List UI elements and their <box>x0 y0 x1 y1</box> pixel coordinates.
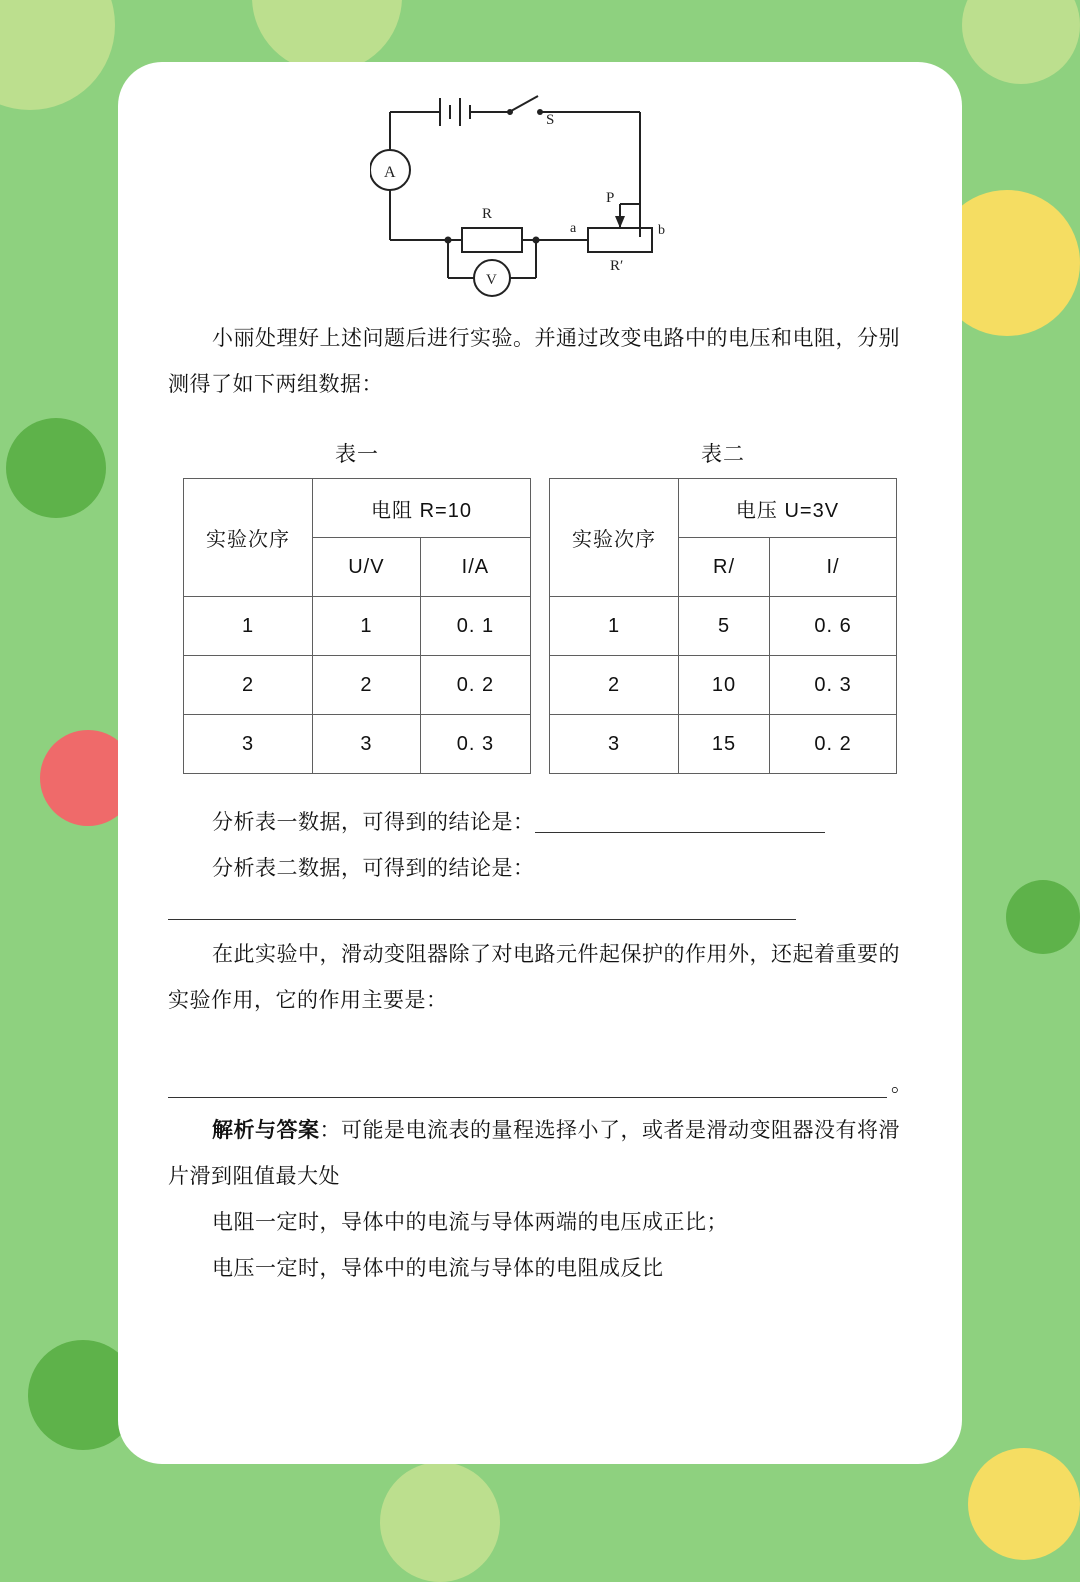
table-two-r-2: 10 <box>679 656 770 715</box>
answer-blank-3[interactable] <box>168 1096 887 1098</box>
table-one-title: 表一 <box>335 443 379 466</box>
table-row <box>184 597 531 656</box>
svg-text:V: V <box>486 272 497 288</box>
table-two-seq-2: 2 <box>550 656 679 715</box>
answer-label: 解析与答案 <box>212 1119 320 1142</box>
intro-line-1: 小丽处理好上述问题后进行实验。并通过改变电路中的电压和电阻，分别 <box>212 327 900 350</box>
data-tables <box>168 438 912 774</box>
svg-text:S: S <box>546 112 555 128</box>
table-row <box>184 715 531 774</box>
svg-text:a: a <box>570 221 577 236</box>
table-two-header-seq: 实验次序 <box>550 479 679 597</box>
svg-text:P: P <box>606 190 615 206</box>
answer-line-3: 电阻一定时，导体中的电流与导体两端的电压成正比； <box>212 1211 728 1234</box>
table-row <box>550 597 897 656</box>
deco-circle-bottom-mid <box>380 1462 500 1582</box>
table-two-block <box>540 438 906 774</box>
table-row <box>550 656 897 715</box>
table-one-col-i: I/A <box>420 538 530 597</box>
answer-line-4: 电压一定时，导体中的电流与导体的电阻成反比 <box>212 1257 664 1280</box>
deco-circle-right-green <box>1006 880 1080 954</box>
deco-circle-left-green <box>6 418 106 518</box>
table-one-i-3: 0. 3 <box>420 715 530 774</box>
circuit-diagram <box>168 92 912 302</box>
svg-text:A: A <box>384 164 396 181</box>
table-row <box>184 479 531 538</box>
intro-paragraph <box>168 316 912 408</box>
question-2 <box>168 846 912 892</box>
answer-blank-1[interactable] <box>535 808 825 833</box>
deco-circle-top-left <box>0 0 115 110</box>
svg-text:R: R <box>482 206 493 222</box>
answer-text-1: 可能是电流表的量程选择小了，或者是滑动变阻器没有将滑 <box>341 1119 900 1142</box>
table-two-title: 表二 <box>701 443 745 466</box>
table-two-header-condition: 电压 U=3V <box>679 479 897 538</box>
table-two-i-2: 0. 3 <box>770 656 897 715</box>
question-3-line-1: 在此实验中，滑动变阻器除了对电路元件起保护的作用外，还起着重要的 <box>212 943 900 966</box>
table-one-seq-3: 3 <box>184 715 313 774</box>
answer-block <box>168 1108 912 1292</box>
deco-circle-bottom-right <box>968 1448 1080 1560</box>
table-two-i-3: 0. 2 <box>770 715 897 774</box>
table-two-col-r: R/ <box>679 538 770 597</box>
question-1 <box>168 800 912 846</box>
table-two-r-1: 5 <box>679 597 770 656</box>
table-row <box>184 656 531 715</box>
question-3-period: 。 <box>891 1073 912 1096</box>
table-two-col-i: I/ <box>770 538 897 597</box>
question-3-line-2: 实验作用，它的作用主要是： <box>168 989 448 1012</box>
table-one-i-1: 0. 1 <box>420 597 530 656</box>
svg-text:b: b <box>658 223 665 238</box>
table-one-block <box>174 438 540 774</box>
table-two <box>549 478 897 774</box>
table-one-u-3: 3 <box>313 715 421 774</box>
table-one-seq-2: 2 <box>184 656 313 715</box>
svg-text:R′: R′ <box>610 258 624 274</box>
table-row <box>550 715 897 774</box>
questions-block <box>168 800 912 920</box>
answer-colon: ： <box>319 1119 341 1142</box>
table-one-u-2: 2 <box>313 656 421 715</box>
table-two-seq-1: 1 <box>550 597 679 656</box>
table-one-u-1: 1 <box>313 597 421 656</box>
table-row <box>550 479 897 538</box>
table-two-seq-3: 3 <box>550 715 679 774</box>
deco-circle-top-right <box>962 0 1080 84</box>
table-one-i-2: 0. 2 <box>420 656 530 715</box>
table-one-seq-1: 1 <box>184 597 313 656</box>
worksheet-page <box>118 62 962 1464</box>
table-one-header-seq: 实验次序 <box>184 479 313 597</box>
answer-blank-2[interactable] <box>168 918 796 920</box>
table-one-col-u: U/V <box>313 538 421 597</box>
question-3-block <box>168 932 912 1098</box>
table-two-r-3: 15 <box>679 715 770 774</box>
intro-line-2: 测得了如下两组数据： <box>168 373 383 396</box>
table-two-i-1: 0. 6 <box>770 597 897 656</box>
table-one <box>183 478 531 774</box>
answer-line-1 <box>168 1108 912 1154</box>
answer-line-2: 片滑到阻值最大处 <box>168 1165 340 1188</box>
table-one-header-condition: 电阻 R=10 <box>313 479 531 538</box>
question-2-text: 分析表二数据，可得到的结论是： <box>212 857 535 880</box>
question-1-text: 分析表一数据，可得到的结论是： <box>212 811 535 834</box>
